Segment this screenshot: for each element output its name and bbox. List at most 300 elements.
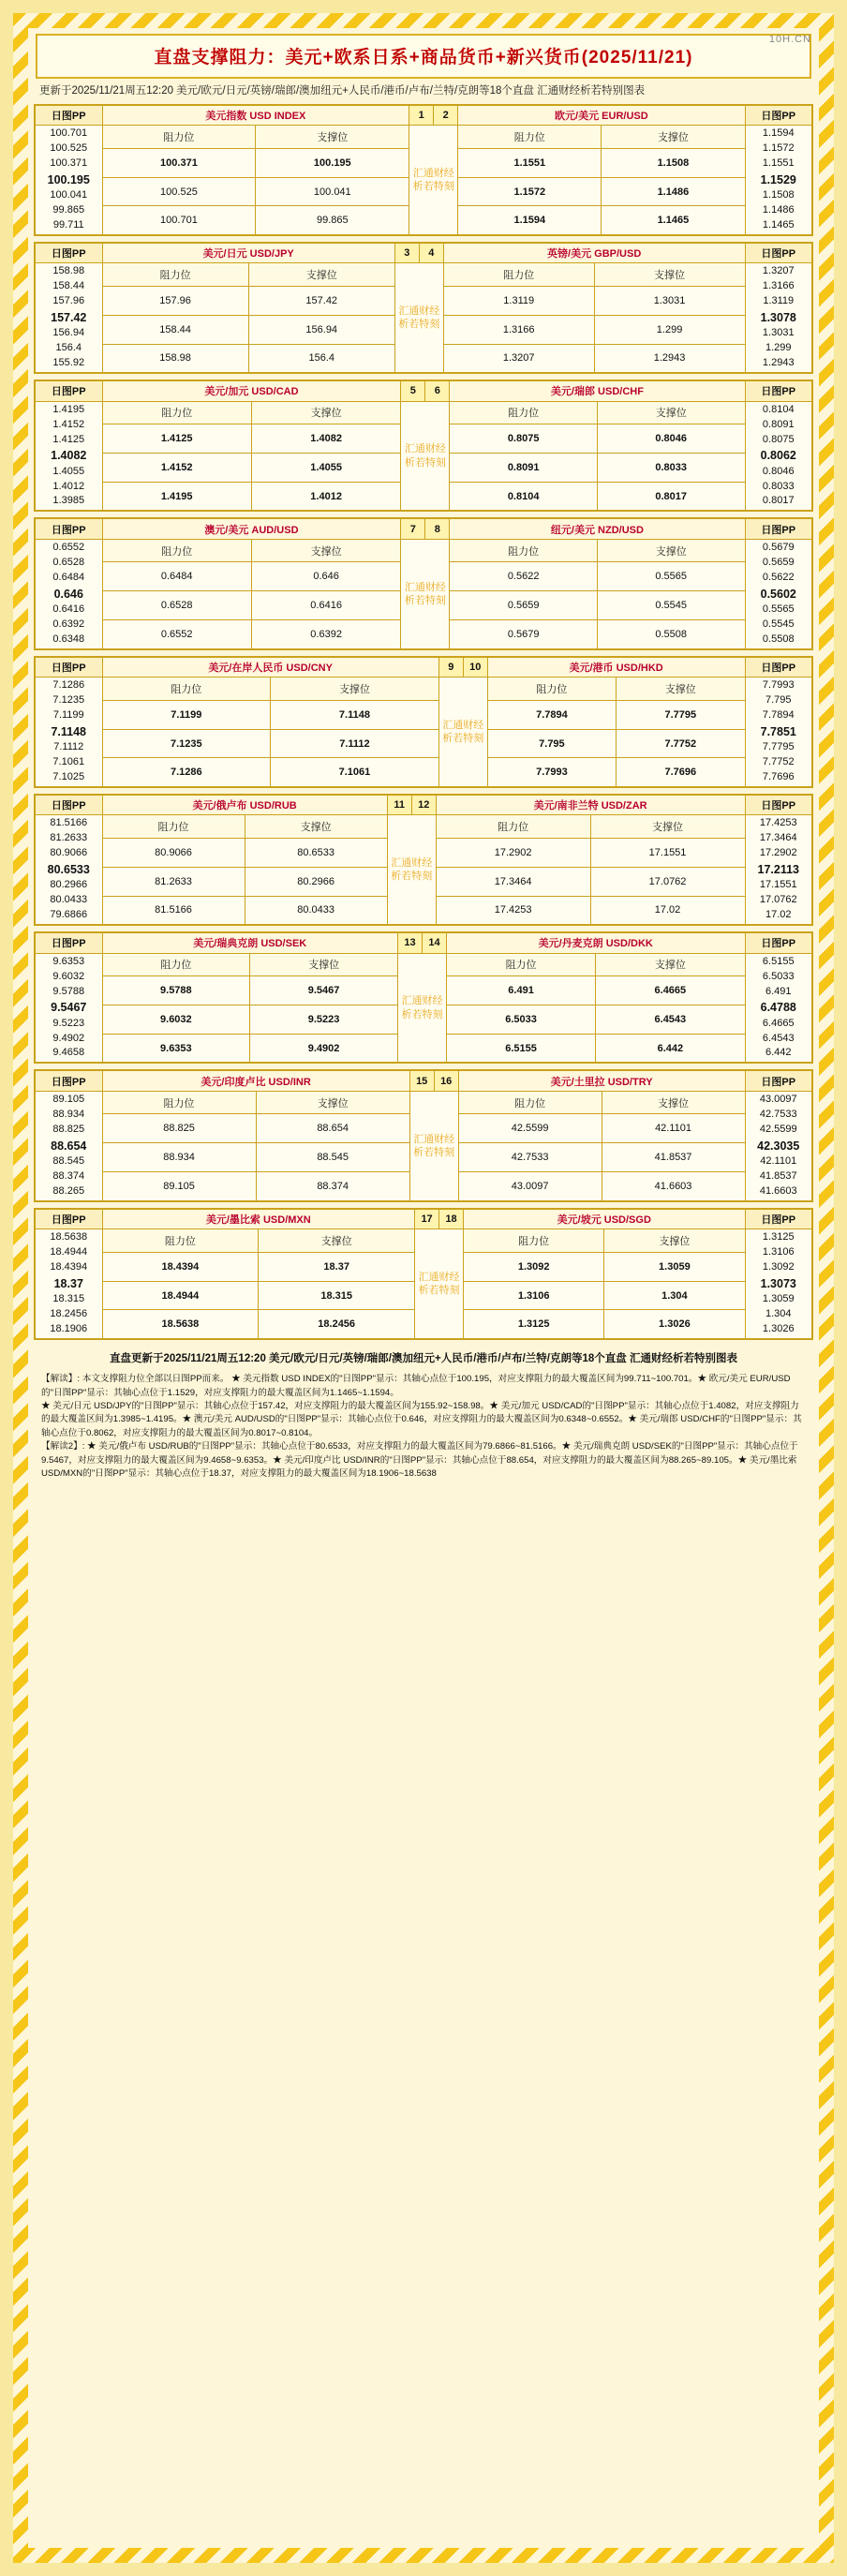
resistance-label-right: 阻力位 [443, 263, 594, 286]
support-label-left: 支撑位 [251, 539, 400, 561]
day-pp-header-left: 日图PP [35, 795, 102, 815]
resistance-value-left: 89.105 [102, 1172, 256, 1201]
pivot-level: 1.3166 [762, 280, 795, 292]
support-label-left: 支撑位 [245, 815, 387, 838]
pivot-level: 1.4082 [51, 449, 87, 463]
support-label-right: 支撑位 [590, 815, 745, 838]
pivot-level: 0.6484 [52, 571, 85, 583]
pivot-levels-right [745, 953, 812, 1063]
pivot-level: 0.6552 [52, 541, 85, 553]
pivot-level: 155.92 [52, 357, 85, 369]
block-number-right: 8 [425, 518, 450, 539]
resistance-value-left: 100.701 [102, 206, 256, 235]
pivot-level: 42.1101 [760, 1154, 797, 1167]
day-pp-header-left: 日图PP [35, 243, 102, 263]
pivot-level: 1.4125 [52, 433, 85, 445]
support-value-right: 1.3026 [604, 1310, 745, 1339]
pivot-level: 42.5599 [759, 1123, 797, 1135]
pivot-level: 158.98 [52, 265, 85, 277]
pivot-level: 7.795 [765, 694, 792, 707]
day-pp-header-left: 日图PP [35, 1070, 102, 1091]
pair-title-left: 美元/俄卢布 USD/RUB [102, 795, 387, 815]
pair-title-left: 澳元/美元 AUD/USD [102, 518, 401, 539]
pivot-level: 41.6603 [759, 1184, 797, 1197]
support-label-left: 支撑位 [248, 263, 394, 286]
pivot-level: 18.315 [52, 1293, 85, 1305]
pivot-level: 17.02 [765, 909, 792, 921]
pivot-level: 1.4012 [52, 480, 85, 492]
pivot-level: 1.1594 [762, 127, 795, 140]
pivot-level: 0.8062 [760, 449, 796, 463]
resistance-value-right: 1.3119 [443, 286, 594, 315]
support-value-left: 100.041 [256, 177, 409, 206]
resistance-value-left: 18.4944 [102, 1281, 259, 1310]
pivot-levels-left [35, 263, 102, 373]
pivot-level: 0.6416 [52, 603, 85, 615]
pivot-level: 18.1906 [50, 1322, 88, 1334]
support-value-left: 7.1112 [271, 729, 439, 758]
day-pp-header-left: 日图PP [35, 105, 102, 126]
support-label-right: 支撑位 [604, 1229, 745, 1252]
support-value-left: 9.4902 [250, 1034, 398, 1063]
resistance-label-left: 阻力位 [102, 678, 271, 700]
resistance-value-right: 1.3207 [443, 344, 594, 373]
pivot-level: 100.041 [50, 189, 88, 201]
pivot-level: 1.1486 [762, 204, 795, 216]
pivot-level: 0.6392 [52, 618, 85, 630]
pivot-level: 157.96 [52, 295, 85, 307]
pivot-levels-right [745, 539, 812, 648]
resistance-label-right: 阻力位 [436, 815, 590, 838]
resistance-value-right: 6.5033 [446, 1005, 595, 1035]
pivot-level: 6.4665 [762, 1017, 795, 1029]
resistance-value-left: 0.6528 [102, 591, 251, 620]
resistance-value-right: 7.7993 [487, 758, 616, 787]
watermark: 汇通财经 析若特刻 [409, 1091, 458, 1200]
pivot-levels-right [745, 126, 812, 235]
support-value-right: 1.1486 [602, 177, 745, 206]
support-value-left: 18.315 [259, 1281, 415, 1310]
support-label-left: 支撑位 [250, 953, 398, 975]
pivot-level: 80.2966 [50, 879, 88, 891]
support-value-left: 157.42 [248, 286, 394, 315]
resistance-value-right: 17.3464 [436, 867, 590, 896]
page-content [28, 28, 819, 2548]
pivot-level: 7.7894 [762, 709, 795, 722]
pair-title-left: 美元/印度卢比 USD/INR [102, 1070, 409, 1091]
site-logo: 10H.CN [768, 34, 811, 45]
pivot-level: 88.825 [52, 1123, 85, 1135]
support-value-right: 0.8033 [597, 454, 745, 483]
resistance-value-right: 1.3166 [443, 315, 594, 344]
resistance-value-left: 7.1199 [102, 700, 271, 729]
pivot-level: 1.3207 [762, 265, 795, 277]
day-pp-header-right: 日图PP [745, 243, 812, 263]
pivot-level: 88.374 [52, 1169, 85, 1182]
pair-title-left: 美元/瑞典克朗 USD/SEK [102, 932, 397, 953]
rate-block [34, 242, 813, 374]
pivot-level: 17.2902 [759, 847, 797, 859]
resistance-value-right: 0.5622 [450, 562, 598, 591]
pair-title-right: 美元/瑞郎 USD/CHF [450, 380, 745, 401]
pivot-level: 6.442 [765, 1047, 792, 1059]
day-pp-header-left: 日图PP [35, 518, 102, 539]
pivot-level: 6.4788 [760, 1001, 796, 1015]
resistance-value-left: 157.96 [102, 286, 248, 315]
pivot-level: 1.3073 [760, 1276, 796, 1290]
support-value-right: 6.4665 [596, 976, 745, 1005]
resistance-value-left: 18.4394 [102, 1252, 259, 1281]
support-value-left: 0.6392 [251, 620, 400, 649]
resistance-value-left: 158.44 [102, 315, 248, 344]
support-value-left: 99.865 [256, 206, 409, 235]
pivot-level: 7.1235 [52, 694, 85, 707]
pivot-level: 88.654 [51, 1139, 87, 1153]
pivot-level: 0.6528 [52, 556, 85, 568]
pair-title-right: 美元/坡元 USD/SGD [464, 1209, 745, 1229]
pivot-level: 9.5467 [51, 1001, 87, 1015]
pivot-levels-right [745, 815, 812, 925]
support-value-left: 88.654 [256, 1114, 409, 1143]
pivot-level: 156.94 [52, 327, 85, 339]
block-number-left: 13 [397, 932, 422, 953]
pair-title-right: 美元/土里拉 USD/TRY [458, 1070, 745, 1091]
pivot-level: 0.5679 [762, 541, 795, 553]
pivot-level: 88.265 [52, 1184, 85, 1197]
resistance-value-right: 0.5679 [450, 620, 598, 649]
watermark: 汇通财经 析若特刻 [415, 1229, 464, 1339]
support-value-left: 7.1061 [271, 758, 439, 787]
block-number-left: 15 [409, 1070, 434, 1091]
pivot-level: 0.5622 [762, 571, 795, 583]
pivot-level: 17.0762 [759, 894, 797, 906]
pair-title-left: 美元/加元 USD/CAD [102, 380, 401, 401]
day-pp-header-right: 日图PP [745, 380, 812, 401]
watermark: 汇通财经 析若特刻 [409, 126, 458, 235]
pivot-level: 17.3464 [759, 832, 797, 844]
resistance-value-right: 17.2902 [436, 838, 590, 867]
resistance-value-right: 0.5659 [450, 591, 598, 620]
support-label-right: 支撑位 [602, 126, 745, 148]
day-pp-header-right: 日图PP [745, 1209, 812, 1229]
pivot-level: 6.4543 [762, 1032, 795, 1044]
support-value-left: 80.0433 [245, 896, 387, 925]
pivot-level: 42.7533 [759, 1108, 797, 1120]
pivot-level: 156.4 [55, 342, 82, 354]
support-value-left: 88.374 [256, 1172, 409, 1201]
pivot-level: 157.42 [51, 311, 87, 325]
support-value-left: 18.2456 [259, 1310, 415, 1339]
resistance-value-left: 88.825 [102, 1114, 256, 1143]
resistance-label-right: 阻力位 [450, 539, 598, 561]
resistance-value-right: 42.7533 [458, 1143, 602, 1172]
support-value-right: 7.7696 [617, 758, 745, 787]
pivot-levels-left [35, 1091, 102, 1200]
watermark: 汇通财经 析若特刻 [438, 678, 487, 787]
day-pp-header-right: 日图PP [745, 518, 812, 539]
pivot-level: 0.5565 [762, 603, 795, 615]
pivot-level: 1.4152 [52, 418, 85, 430]
resistance-label-left: 阻力位 [102, 263, 248, 286]
resistance-label-left: 阻力位 [102, 1229, 259, 1252]
pivot-levels-right [745, 263, 812, 373]
rate-block [34, 517, 813, 649]
support-label-left: 支撑位 [256, 126, 409, 148]
support-value-left: 9.5467 [250, 976, 398, 1005]
resistance-value-left: 7.1235 [102, 729, 271, 758]
support-value-right: 7.7795 [617, 700, 745, 729]
support-value-left: 88.545 [256, 1143, 409, 1172]
resistance-value-left: 7.1286 [102, 758, 271, 787]
resistance-value-left: 9.6353 [102, 1034, 250, 1063]
pivot-level: 7.1061 [52, 756, 85, 768]
resistance-value-right: 6.491 [446, 976, 595, 1005]
pair-title-left: 美元指数 USD INDEX [102, 105, 409, 126]
support-value-left: 156.94 [248, 315, 394, 344]
support-value-right: 1.1508 [602, 148, 745, 177]
support-label-left: 支撑位 [256, 1091, 409, 1113]
resistance-value-left: 80.9066 [102, 838, 245, 867]
pivot-level: 7.7795 [762, 741, 795, 753]
resistance-value-right: 6.5155 [446, 1034, 595, 1063]
resistance-label-right: 阻力位 [450, 401, 598, 424]
support-label-left: 支撑位 [271, 678, 439, 700]
support-value-right: 17.0762 [590, 867, 745, 896]
support-value-right: 6.442 [596, 1034, 745, 1063]
pivot-level: 1.1551 [762, 157, 795, 170]
pivot-level: 1.3078 [760, 311, 796, 325]
pivot-levels-left [35, 953, 102, 1063]
block-number-left: 1 [409, 105, 434, 126]
resistance-value-left: 1.4125 [102, 424, 251, 454]
support-value-left: 156.4 [248, 344, 394, 373]
resistance-value-left: 88.934 [102, 1143, 256, 1172]
block-number-right: 10 [463, 657, 487, 678]
pair-title-left: 美元/日元 USD/JPY [102, 243, 394, 263]
pivot-level: 0.5602 [760, 587, 796, 601]
support-value-left: 1.4012 [251, 482, 400, 511]
support-label-right: 支撑位 [602, 1091, 745, 1113]
pivot-level: 100.371 [50, 157, 88, 170]
pair-title-right: 美元/港币 USD/HKD [487, 657, 745, 678]
support-value-right: 1.299 [594, 315, 745, 344]
pivot-level: 17.2113 [757, 863, 799, 877]
support-value-left: 7.1148 [271, 700, 439, 729]
support-value-right: 17.02 [590, 896, 745, 925]
pivot-levels-left [35, 401, 102, 511]
pivot-level: 1.3026 [762, 1322, 795, 1334]
pair-title-right: 美元/丹麦克朗 USD/DKK [446, 932, 745, 953]
resistance-label-right: 阻力位 [487, 678, 616, 700]
support-value-right: 41.8537 [602, 1143, 745, 1172]
day-pp-header-left: 日图PP [35, 1209, 102, 1229]
pivot-level: 1.1508 [762, 189, 795, 201]
pivot-levels-left [35, 1229, 102, 1339]
block-number-left: 9 [438, 657, 463, 678]
resistance-value-left: 81.2633 [102, 867, 245, 896]
pivot-level: 0.8046 [762, 465, 795, 477]
support-value-left: 100.195 [256, 148, 409, 177]
resistance-label-right: 阻力位 [458, 1091, 602, 1113]
watermark: 汇通财经 析若特刻 [401, 401, 450, 511]
pivot-levels-right [745, 401, 812, 511]
pivot-level: 0.5659 [762, 556, 795, 568]
pivot-level: 0.8033 [762, 480, 795, 492]
support-value-right: 7.7752 [617, 729, 745, 758]
pivot-level: 18.5638 [50, 1231, 88, 1243]
pair-title-left: 美元/墨比索 USD/MXN [102, 1209, 415, 1229]
support-value-left: 80.2966 [245, 867, 387, 896]
block-number-right: 12 [411, 795, 436, 815]
pivot-level: 1.3125 [762, 1231, 795, 1243]
resistance-value-left: 9.5788 [102, 976, 250, 1005]
pivot-level: 7.7851 [760, 724, 796, 738]
pivot-level: 80.6533 [47, 863, 90, 877]
resistance-value-left: 100.525 [102, 177, 256, 206]
block-number-left: 17 [415, 1209, 439, 1229]
resistance-label-right: 阻力位 [446, 953, 595, 975]
pivot-level: 0.5545 [762, 618, 795, 630]
day-pp-header-right: 日图PP [745, 795, 812, 815]
pivot-level: 1.3106 [762, 1246, 795, 1258]
pivot-level: 7.7993 [762, 679, 795, 692]
resistance-label-left: 阻力位 [102, 815, 245, 838]
pivot-level: 9.4658 [52, 1047, 85, 1059]
pivot-level: 6.491 [765, 985, 792, 997]
resistance-value-right: 1.3092 [464, 1252, 604, 1281]
pivot-level: 79.6866 [50, 909, 88, 921]
pair-title-right: 英镑/美元 GBP/USD [443, 243, 745, 263]
support-value-right: 17.1551 [590, 838, 745, 867]
resistance-value-left: 1.4152 [102, 454, 251, 483]
pivot-level: 89.105 [52, 1093, 85, 1105]
rate-block [34, 656, 813, 788]
page-title: 直盘支撑阻力：美元+欧系日系+商品货币+新兴货币(2025/11/21) [154, 48, 693, 67]
pivot-levels-left [35, 126, 102, 235]
support-value-right: 1.2943 [594, 344, 745, 373]
resistance-label-left: 阻力位 [102, 401, 251, 424]
pivot-levels-right [745, 678, 812, 787]
resistance-value-right: 1.3125 [464, 1310, 604, 1339]
pivot-level: 9.5223 [52, 1017, 85, 1029]
support-value-right: 1.3059 [604, 1252, 745, 1281]
pivot-level: 0.6348 [52, 633, 85, 645]
pivot-level: 1.1572 [762, 142, 795, 155]
resistance-value-right: 1.1572 [458, 177, 602, 206]
resistance-label-right: 阻力位 [458, 126, 602, 148]
resistance-label-left: 阻力位 [102, 126, 256, 148]
pivot-level: 18.4394 [50, 1261, 88, 1273]
pivot-level: 1.3092 [762, 1261, 795, 1273]
pivot-level: 7.1112 [53, 741, 84, 753]
support-value-left: 80.6533 [245, 838, 387, 867]
resistance-value-right: 43.0097 [458, 1172, 602, 1201]
pivot-level: 88.545 [52, 1154, 85, 1167]
pivot-level: 0.8017 [762, 495, 795, 507]
pivot-level: 0.646 [53, 587, 83, 601]
rate-block [34, 1069, 813, 1201]
pivot-level: 99.711 [52, 218, 84, 231]
day-pp-header-right: 日图PP [745, 932, 812, 953]
pivot-level: 158.44 [52, 280, 85, 292]
watermark: 汇通财经 析若特刻 [387, 815, 436, 925]
resistance-value-right: 7.7894 [487, 700, 616, 729]
pair-title-right: 美元/南非兰特 USD/ZAR [436, 795, 745, 815]
block-number-left: 3 [394, 243, 419, 263]
pivot-level: 9.5788 [52, 985, 85, 997]
pivot-level: 1.4055 [52, 465, 85, 477]
pair-title-right: 纽元/美元 NZD/USD [450, 518, 745, 539]
pivot-level: 88.934 [52, 1108, 85, 1120]
pivot-levels-right [745, 1091, 812, 1200]
resistance-label-left: 阻力位 [102, 539, 251, 561]
pivot-level: 1.3059 [762, 1293, 795, 1305]
block-number-right: 14 [422, 932, 446, 953]
support-value-right: 0.8046 [597, 424, 745, 454]
pivot-level: 43.0097 [759, 1093, 797, 1105]
resistance-value-left: 158.98 [102, 344, 248, 373]
pivot-level: 80.9066 [50, 847, 88, 859]
support-value-right: 1.3031 [594, 286, 745, 315]
block-number-right: 4 [419, 243, 443, 263]
support-label-right: 支撑位 [596, 953, 745, 975]
resistance-value-right: 0.8091 [450, 454, 598, 483]
support-value-right: 1.304 [604, 1281, 745, 1310]
block-number-left: 7 [401, 518, 425, 539]
footer-note: 直盘更新于2025/11/21周五12:20 美元/欧元/日元/英镑/瑞郎/澳加纽元+人民币/港币/卢布/兰特/克朗等18个直盘 汇通财经析若特别图表 [110, 1352, 737, 1364]
support-value-right: 0.5565 [597, 562, 745, 591]
support-label-left: 支撑位 [259, 1229, 415, 1252]
resistance-value-left: 0.6484 [102, 562, 251, 591]
watermark: 汇通财经 析若特刻 [394, 263, 443, 373]
support-value-left: 0.6416 [251, 591, 400, 620]
support-label-right: 支撑位 [594, 263, 745, 286]
support-label-right: 支撑位 [617, 678, 745, 700]
pivot-level: 9.6032 [52, 970, 85, 982]
pivot-level: 7.1199 [52, 709, 84, 722]
resistance-value-right: 0.8075 [450, 424, 598, 454]
rate-block [34, 104, 813, 236]
pivot-level: 80.0433 [50, 894, 88, 906]
resistance-value-right: 1.3106 [464, 1281, 604, 1310]
pivot-levels-left [35, 815, 102, 925]
support-value-right: 42.1101 [602, 1114, 745, 1143]
resistance-value-left: 18.5638 [102, 1310, 259, 1339]
pivot-level: 9.4902 [52, 1032, 85, 1044]
pivot-level: 7.1286 [52, 679, 85, 692]
pivot-level: 6.5033 [762, 970, 795, 982]
pivot-level: 1.2943 [762, 357, 795, 369]
pivot-level: 1.299 [765, 342, 792, 354]
block-number-right: 16 [434, 1070, 458, 1091]
rate-block [34, 380, 813, 512]
rate-block [34, 931, 813, 1064]
resistance-value-right: 7.795 [487, 729, 616, 758]
legend-line-1: 【解读】: 本文支撑阻力位全部以日图PP而来。 ★ 美元指数 USD INDEX的"日图PP"显示：其轴心点位于100.195，对应支撑阻力的最大覆盖区间为99.711~100.701。★ 欧元/美元 EUR/USD的"日图PP"显示：其轴心点位于1.1529，对应支撑阻力的最大覆盖区间为1.1465~1.1594。 [41, 1374, 791, 1398]
pivot-level: 17.1551 [759, 879, 797, 891]
resistance-value-right: 42.5599 [458, 1114, 602, 1143]
pivot-level: 1.304 [765, 1308, 792, 1320]
legend-line-2: ★ 美元/日元 USD/JPY的"日图PP"显示：其轴心点位于157.42，对应支撑阻力的最大覆盖区间为155.92~158.98。★ 美元/加元 USD/CAD的"日图PP"显示：其轴心点位于1.4082，对应支撑阻力的最大覆盖区间为1.3985~1.4195。★ 澳元/美元 AUD/USD的"日图PP"显示：其轴心点位于0.646，对应支撑阻力的最大覆盖区间为0.6348~0.6552。★ 美元/瑞郎 USD/CHF的"日图PP"显示：其轴心点位于0.8062，对应支撑阻力的最大覆盖区间为0.8017~0.8104。 [41, 1400, 802, 1438]
pivot-level: 17.4253 [759, 817, 797, 829]
block-number-right: 18 [439, 1209, 464, 1229]
pivot-level: 0.5508 [762, 633, 795, 645]
pivot-level: 0.8075 [762, 433, 795, 445]
pivot-level: 100.525 [50, 142, 88, 155]
pivot-level: 18.37 [53, 1276, 83, 1290]
pivot-level: 0.8104 [762, 403, 795, 415]
day-pp-header-right: 日图PP [745, 105, 812, 126]
